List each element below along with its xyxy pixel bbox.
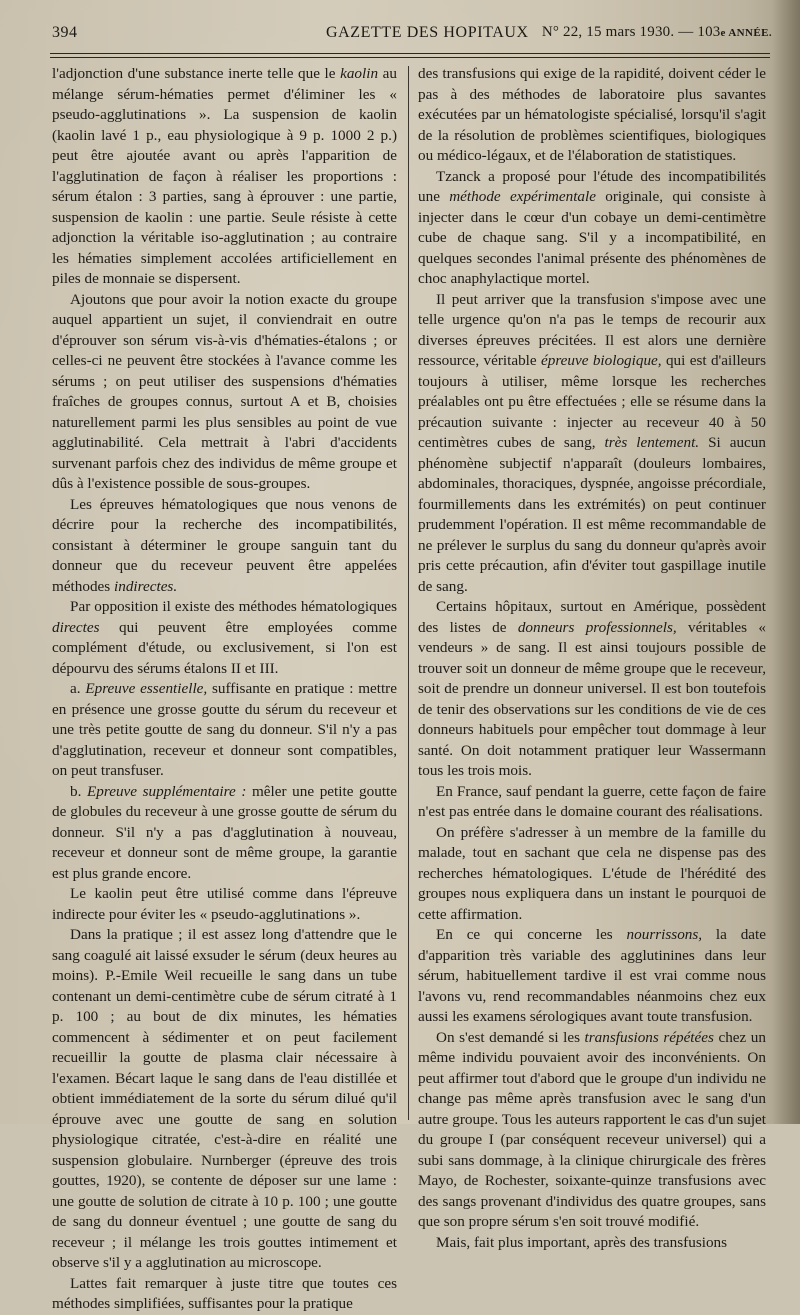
paragraph-text: suffisante en pratique : mettre en présence une grosse goutte du sérum du receveur et une très petite goutte de sang du donneur. S'il n'y a pas d'agglutination, receveur et donneur sont compatibles, on peut transfuser.	[52, 680, 397, 779]
italic-text: transfusions répétées	[584, 1028, 714, 1046]
italic-text: méthode expérimentale	[449, 188, 596, 205]
paragraph	[418, 782, 766, 823]
paragraph-text: l'adjonction d'une substance inerte telle que le	[52, 65, 341, 82]
paragraph-text: la date d'apparition très variable des agglutinines dans leur sérum, habituellement tardive il est vrai comme nous l'avons vu, rend recommandables néanmoins chez eux aussi les examens sérologiques avant toute transfusion.	[418, 926, 766, 1025]
paragraph-text: On s'est demandé si les	[436, 1028, 585, 1046]
paragraph	[418, 1233, 766, 1254]
paragraph-text: Mais, fait plus important, après des transfusions	[436, 1233, 728, 1251]
paragraph	[418, 167, 766, 290]
paragraph	[52, 679, 397, 782]
paragraph	[418, 1028, 766, 1233]
paragraph	[52, 1274, 397, 1315]
paragraph-text: Lattes fait remarquer à juste titre que toutes ces méthodes simplifiées, suffisantes pour la pratique	[52, 1274, 397, 1312]
italic-text: Epreuve essentielle,	[85, 680, 208, 697]
paragraph	[418, 597, 766, 782]
paragraph	[52, 884, 397, 925]
right-text-column	[418, 64, 766, 1251]
paragraph-text: On préfère s'adresser à un membre de la famille du malade, tout en sachant que cela ne dispense pas des recherches hématologiques. L'étude de l'hérédité des groupes nous expliquera dans un instant le pourquoi de cette affirmation.	[418, 823, 766, 923]
paragraph	[418, 290, 766, 598]
left-text-column	[52, 64, 398, 1312]
paragraph-text: qui peuvent être employées comme complément d'étude, ou exclusivement, si l'on est dépourvu des sérums étalons II et III.	[52, 618, 397, 677]
journal-title: GAZETTE DES HOPITAUX	[326, 24, 529, 41]
paragraph-text: Il peut arriver que la transfusion s'impose avec une telle urgence qu'on n'a pas le temps de recourir aux diverses épreuves précitées. Il est alors une dernière ressource, véritable	[418, 290, 766, 369]
paragraph-text: véritables « vendeurs » de sang. Il est ainsi toujours possible de trouver soit un donneur de même groupe que le receveur, soit de prendre un donneur universel. Il est bon toutefois de tenir des observations sur les conditions de vie de ces donneurs habituels pour empêcher tout dommage à leur santé. On doit notamment pratiquer leur Wassermann tous les trois mois.	[418, 618, 766, 779]
column-divider	[408, 66, 409, 1120]
paragraph-text: Le kaolin peut être utilisé comme dans l'épreuve indirecte pour éviter les « pseudo-agglutinations ».	[52, 885, 397, 923]
italic-text: indirectes.	[114, 577, 178, 595]
page-number: 394	[52, 24, 78, 41]
paragraph-text: a.	[70, 680, 86, 697]
paragraph-text: au mélange sérum-hématies permet d'éliminer les « pseudo-agglutinations ». La suspension de kaolin (kaolin lavé 1 p., eau physiologique à 9 p. 1000 2 p.) peut être ajoutée avant ou après l'apparition de l'agglutination de façon à réaliser les proportions : sérum étalon : 3 parties, sang à éprouver : une partie, suspension de kaolin : une partie. Seule résiste à cette adjonction la véritable iso-agglutination ; au contraire les hématies simplement accolées artificiellement en piles de monnaie se dispersent.	[52, 65, 397, 287]
paragraph-text: mêler une petite goutte de globules du receveur à une grosse goutte de sérum du donneur. S'il n'y a pas d'agglutination à nouveau, receveur et donneur sont de même groupe, la garantie est plus grande encore.	[52, 782, 398, 882]
paragraph-text: b.	[70, 782, 87, 800]
italic-text: nourrissons,	[626, 926, 703, 943]
paragraph-text: Dans la pratique ; il est assez long d'attendre que le sang coagulé ait laissé exsuder le sérum (deux heures au moins). P.-Emile Weil recueille le sang dans un tube contenant un demi-centimètre cube de sérum citraté à 1 p. 100 ; au bout de dix minutes, les hématies commencent à sédimenter et on peut facilement recueillir la goutte de plasma clair nécessaire à l'examen. Bécart laque le sang dans de l'eau distillée et obtient immédiatement de la sorte du sérum dilué qu'il éprouve avec une goutte de sang en solution physiologique citratée, c'est-à-dire en réalité une suspension globulaire. Nurnberger (épreuve des trois gouttes, 1920), se contente de déposer sur une lame : une goutte de solution de citrate à 10 p. 100 ; une goutte de sang du donneur éventuel ; une goutte de sang du receveur ; il mélange les trois gouttes intimement et observe s'il y a agglutination au microscope.	[52, 926, 397, 1271]
page-binding-shadow	[772, 0, 800, 1124]
italic-text: kaolin	[340, 65, 379, 82]
paragraph	[52, 782, 397, 885]
italic-text: Epreuve supplémentaire :	[87, 782, 247, 800]
paragraph-text: Certains hôpitaux, surtout en Amérique, possèdent des listes de	[418, 598, 766, 636]
paragraph	[52, 925, 397, 1274]
italic-text: épreuve biologique,	[540, 352, 662, 369]
paragraph	[52, 290, 397, 495]
paragraph	[52, 495, 397, 598]
paragraph-text: des transfusions qui exige de la rapidité, doivent céder le pas à des méthodes de laboratoire plus savantes exécutées par un hématologiste spécialisé, lorsqu'il s'agit de la résolution de problèmes scientifiques, biologiques ou médico-légaux, et de l'élaboration de statistiques.	[418, 65, 766, 164]
paragraph-text: chez un même individu pouvaient avoir des inconvénients. On peut affirmer tout d'abord que le groupe d'un individu ne change pas même après transfusion avec le sang d'un autre groupe. Tous les auteurs rapportent le cas d'un sujet du groupe I (par conséquent receveur universel) qui a subi sans dommage, à la clinique chirurgicale des frères Mayo, de Rochester, soixante-quinze transfusions avec des sangs provenant d'individus des quatre groupes, sans que son propre sérum s'en soit trouvé modifié.	[418, 1028, 766, 1230]
issue-number-date: N° 22, 15 mars 1930. — 103	[541, 24, 721, 40]
paragraph-text: Par opposition il existe des méthodes hématologiques	[70, 598, 397, 615]
paragraph	[418, 925, 766, 1028]
paragraph-text: originale, qui consiste à injecter dans le cœur d'un cobaye un demi-centimètre cube de chaque sang. S'il y a incompatibilité, en quelques secondes l'animal présente des phénomènes de choc anaphylactique mortel.	[418, 188, 766, 287]
paragraph	[52, 597, 397, 679]
italic-text: donneurs professionnels,	[517, 618, 677, 636]
paragraph-text: Ajoutons que pour avoir la notion exacte du groupe auquel appartient un sujet, il conviendrait en outre d'éprouver son sérum vis-à-vis d'hématies-étalons ; or celles-ci ne peuvent être stockées à l'avance comme les sérums ; on peut utiliser des suspensions d'hématies fraîches de groupes connus, surtout A et B, choisies naturellement parmi les plus sensibles au point de vue agglutinabilité. Cela mettrait à l'abri d'accidents survenant parfois chez des individus de même groupe et dûs à l'existence possible de sous-groupes.	[52, 290, 397, 492]
header-rule-thin	[50, 57, 770, 58]
italic-text: directes	[52, 618, 100, 636]
paragraph	[418, 64, 766, 167]
paragraph	[418, 823, 766, 926]
issue-year-label: e ANNÉE.	[720, 27, 772, 39]
header-rule-thick	[50, 53, 770, 54]
paragraph	[52, 64, 397, 290]
paragraph-text: Si aucun phénomène subjectif n'apparaît (douleurs lombaires, abdominales, thoraciques, dyspnée, angoisse précordiale, fourmillements dans les extrémités) on peut continuer prudemment l'opération. Il est même recommandable de ne prélever le surplus du sang du donneur qu'après avoir pris cette précaution, afin d'éviter tout gaspillage inutile de sang.	[418, 434, 766, 595]
running-header	[20, 24, 772, 48]
issue-info	[542, 24, 772, 41]
paragraph-text: Les épreuves hématologiques que nous venons de décrire pour la recherche des incompatibilités, consistant à déterminer le groupe sanguin tant du donneur que du receveur peuvent être appelées méthodes	[52, 495, 397, 595]
paragraph-text: En ce qui concerne les	[436, 926, 627, 943]
paragraph-text: qui est d'ailleurs toujours à utiliser, même lorsque les recherches préalables ont pu être effectuées ; elle se résume dans la précaution suivante : injecter au receveur 40 à 50 centimètres cubes de sang,	[418, 352, 766, 451]
paragraph-text: Tzanck a proposé pour l'étude des incompatibilités une	[418, 167, 766, 205]
paragraph-text: En France, sauf pendant la guerre, cette façon de faire n'est pas entrée dans le domaine courant des réalisations.	[418, 782, 766, 820]
italic-text: très lentement.	[604, 434, 700, 451]
